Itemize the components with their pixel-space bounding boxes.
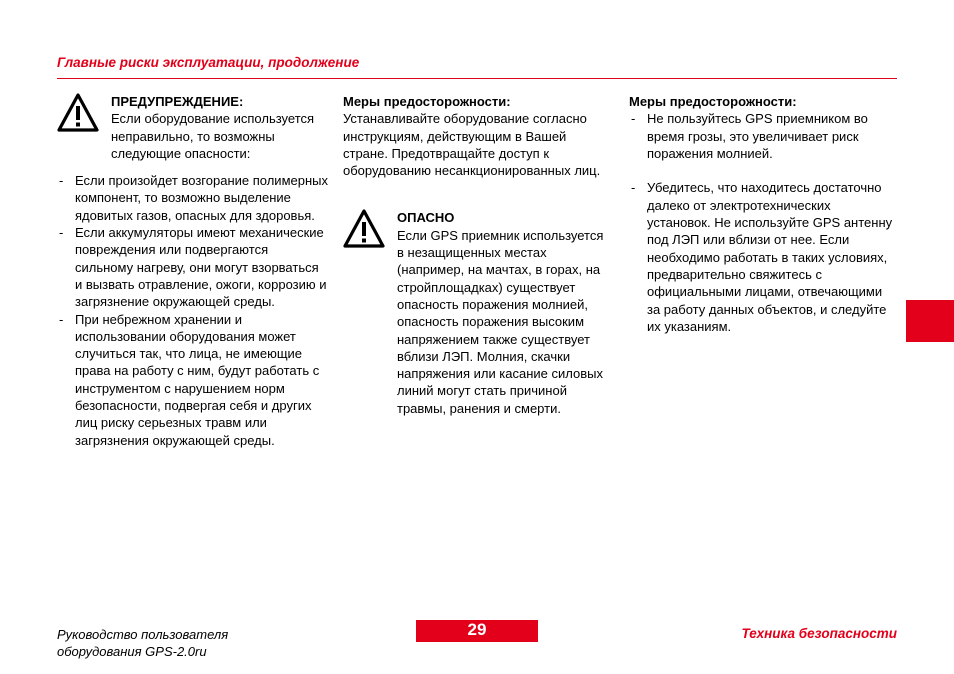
precautions-text: Устанавливайте оборудование согласно инструкциям, действующим в Вашей стране. Предотвращайте доступ к оборудованию несанкционированных лиц. [343,111,601,179]
page-header-title: Главные риски эксплуатации, продолжение [57,55,360,70]
warning-block [57,93,329,162]
list-item: - При небрежном хранении и использовании оборудования может случиться так, что лица, не имеющие права на работу с ним, будут работать с инструментом с нарушением норм безопасности, подвергая себя и других лиц риску серьезных травм или загрязнения окружающей среды. [57,311,329,449]
warning-triangle-icon [343,209,385,249]
precautions-title: Меры предосторожности: [343,94,511,109]
header-divider [57,78,897,79]
column-warning [57,93,329,449]
danger-text: Если GPS приемник используется в незащищенных местах (например, на мачтах, в горах, на стройплощадках) существует опасность поражения молнией, опасность поражения высоким напряжением также существует вблизи ЛЭП. Молния, скачки напряжения или касание силовых линий могут стать причиной травмы, ранения и смерти. [397,227,604,416]
warning-intro: Если оборудование используется неправильно, то возможны следующие опасности: [111,111,315,161]
list-item: - Если произойдет возгорание полимерных компонент, то возможно выделение ядовитых газов, опасных для здоровья. [57,172,329,224]
footer-section-title: Техника безопасности [741,626,897,641]
footer-line: оборудования GPS-2.0ru [57,644,207,659]
footer-line: Руководство пользователя [57,627,229,642]
warning-triangle-icon [57,93,99,133]
warning-title: ПРЕДУПРЕЖДЕНИЕ: [111,94,244,109]
footer-manual-title [57,626,228,660]
list-item: - Не пользуйтесь GPS приемником во время грозы, это увеличивает риск поражения молнией. [629,110,897,162]
page-number: 29 [416,620,538,642]
precautions-list [629,110,897,335]
danger-block [343,209,611,417]
chapter-tab-marker [906,300,954,342]
column-precautions-danger [343,93,611,417]
danger-title: ОПАСНО [397,210,455,226]
list-item: - Убедитесь, что находитесь достаточно далеко от электротехнических установок. Не используйте GPS антенну под ЛЭП или вблизи от нее. Если необходимо работать в таких условиях, предварительно свяжитесь с официальными лицами, отвечающими за работу данных объектов, и следуйте их указаниям. [629,179,897,335]
warning-list [57,172,329,449]
column-precautions-lightning [629,93,897,352]
precautions-title: Меры предосторожности: [629,94,797,109]
list-item: - Если аккумуляторы имеют механические повреждения или подвергаются сильному нагреву, они могут взорваться и вызвать отравление, ожоги, коррозию и загрязнение окружающей среды. [57,224,329,310]
